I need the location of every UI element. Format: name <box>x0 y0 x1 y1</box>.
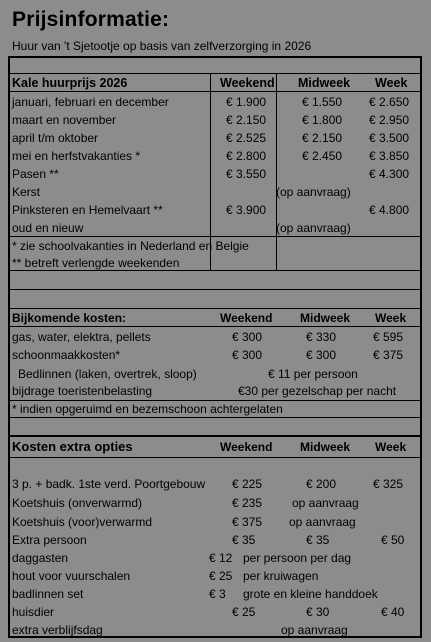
price-week: € 595 <box>373 330 404 344</box>
extra-header-label: Kosten extra opties <box>12 439 133 454</box>
price-midweek: € 300 <box>306 348 337 362</box>
price-midweek: € 1.550 <box>302 95 343 109</box>
price-midweek: (op aanvraag) <box>276 185 351 199</box>
row-rule <box>8 457 422 458</box>
row-amount: € 25 <box>209 569 233 583</box>
price-weekend: € 1.900 <box>226 95 267 109</box>
row-rule <box>8 236 422 237</box>
row-label: Pasen ** <box>12 167 59 181</box>
row-label: maart en november <box>12 113 117 127</box>
row-rule <box>8 326 422 327</box>
row-rule <box>8 308 422 309</box>
kale-header-label: Kale huurprijs 2026 <box>12 76 128 90</box>
price-weekend: € 300 <box>232 330 263 344</box>
row-label: april t/m oktober <box>12 131 99 145</box>
price-weekend: € 235 <box>232 496 263 510</box>
price-midweek: € 2.150 <box>302 131 343 145</box>
row-label: schoonmaakkosten* <box>12 348 121 362</box>
price-weekend: € 3.550 <box>226 167 267 181</box>
row-rule <box>8 400 422 401</box>
price-weekend: € 3.900 <box>226 203 267 217</box>
price-weekend: € 35 <box>232 533 256 547</box>
price-week: € 40 <box>381 605 405 619</box>
col-header-week: Week <box>375 311 407 325</box>
row-label: daggasten <box>12 551 69 565</box>
row-label: Pinksteren en Hemelvaart ** <box>12 203 163 217</box>
row-label: Koetshuis (voor)verwarmd <box>12 515 153 529</box>
col-header-midweek: Midweek <box>300 440 351 454</box>
row-label: oud en nieuw <box>12 221 84 235</box>
price-weekend: € 2.150 <box>226 113 267 127</box>
row-desc: per kruiwagen <box>243 569 319 583</box>
row-value: €30 per gezelschap per nacht <box>238 384 397 398</box>
price-week: € 4.800 <box>369 203 410 217</box>
price-weekend: € 2.800 <box>226 149 267 163</box>
row-value: € 11 per persoon <box>268 367 358 381</box>
col-header-midweek: Midweek <box>298 76 351 90</box>
col-header-midweek: Midweek <box>300 311 351 325</box>
row-label: mei en herfstvakanties * <box>12 149 141 163</box>
page-subtitle: Huur van 't Sjetootje op basis van zelfverzorging in 2026 <box>12 39 312 53</box>
price-weekend: € 25 <box>232 605 256 619</box>
row-desc: per persoon per dag <box>243 551 352 565</box>
row-amount: € 3 <box>209 587 226 601</box>
price-week: € 375 <box>373 348 404 362</box>
row-label: Koetshuis (onverwarmd) <box>12 496 143 510</box>
col-separator <box>276 74 277 270</box>
price-midweek: op aanvraag <box>289 515 356 529</box>
price-week: € 325 <box>373 477 404 491</box>
row-rule <box>8 435 422 437</box>
col-header-weekend: Weekend <box>220 311 273 325</box>
price-week: € 2.650 <box>369 95 410 109</box>
price-midweek: op aanvraag <box>292 496 359 510</box>
bijkomende-header-label: Bijkomende kosten: <box>12 311 127 325</box>
col-header-weekend: Weekend <box>220 76 275 90</box>
price-week: € 3.850 <box>369 149 410 163</box>
footnote: ** betreft verlengde weekenden <box>12 256 180 270</box>
price-midweek: (op aanvraag) <box>276 221 351 235</box>
row-label: gas, water, elektra, pellets <box>12 330 151 344</box>
price-midweek: € 2.450 <box>302 149 343 163</box>
footnote: * indien opgeruimd en bezemschoon achtergelaten <box>12 402 283 416</box>
row-label: extra verblijfsdag <box>12 623 103 637</box>
price-midweek: € 200 <box>306 477 337 491</box>
row-label: bijdrage toeristenbelasting <box>12 384 153 398</box>
row-label: januari, februari en december <box>12 95 169 109</box>
col-header-week: Week <box>375 76 408 90</box>
row-value: op aanvraag <box>281 623 348 637</box>
row-label: 3 p. + badk. 1ste verd. Poortgebouw <box>12 477 206 491</box>
row-label: Kerst <box>12 185 41 199</box>
col-header-week: Week <box>375 440 407 454</box>
price-week: € 2.950 <box>369 113 410 127</box>
price-weekend: € 2.525 <box>226 131 267 145</box>
price-midweek: € 1.800 <box>302 113 343 127</box>
price-midweek: € 35 <box>306 533 330 547</box>
row-rule <box>8 289 422 290</box>
page-title: Prijsinformatie: <box>12 8 170 31</box>
price-week: € 50 <box>381 533 405 547</box>
price-week: € 3.500 <box>369 131 410 145</box>
row-label: Extra persoon <box>12 533 87 547</box>
row-amount: € 12 <box>209 551 233 565</box>
row-desc: grote en kleine handdoek <box>243 587 378 601</box>
price-week: € 4.300 <box>369 167 410 181</box>
row-label: hout voor vuurschalen <box>12 569 131 583</box>
price-weekend: € 225 <box>232 477 263 491</box>
col-header-weekend: Weekend <box>220 440 273 454</box>
price-weekend: € 300 <box>232 348 263 362</box>
row-rule <box>8 417 422 418</box>
price-midweek: € 330 <box>306 330 337 344</box>
row-label: Bedlinnen (laken, overtrek, sloop) <box>18 367 197 381</box>
row-rule <box>8 270 422 271</box>
row-rule <box>8 91 422 92</box>
row-label: huisdier <box>12 605 55 619</box>
price-weekend: € 375 <box>232 515 263 529</box>
row-label: badlinnen set <box>12 587 84 601</box>
footnote: * zie schoolvakanties in Nederland en Belgie <box>12 239 249 253</box>
price-midweek: € 30 <box>306 605 330 619</box>
row-rule <box>8 73 422 74</box>
